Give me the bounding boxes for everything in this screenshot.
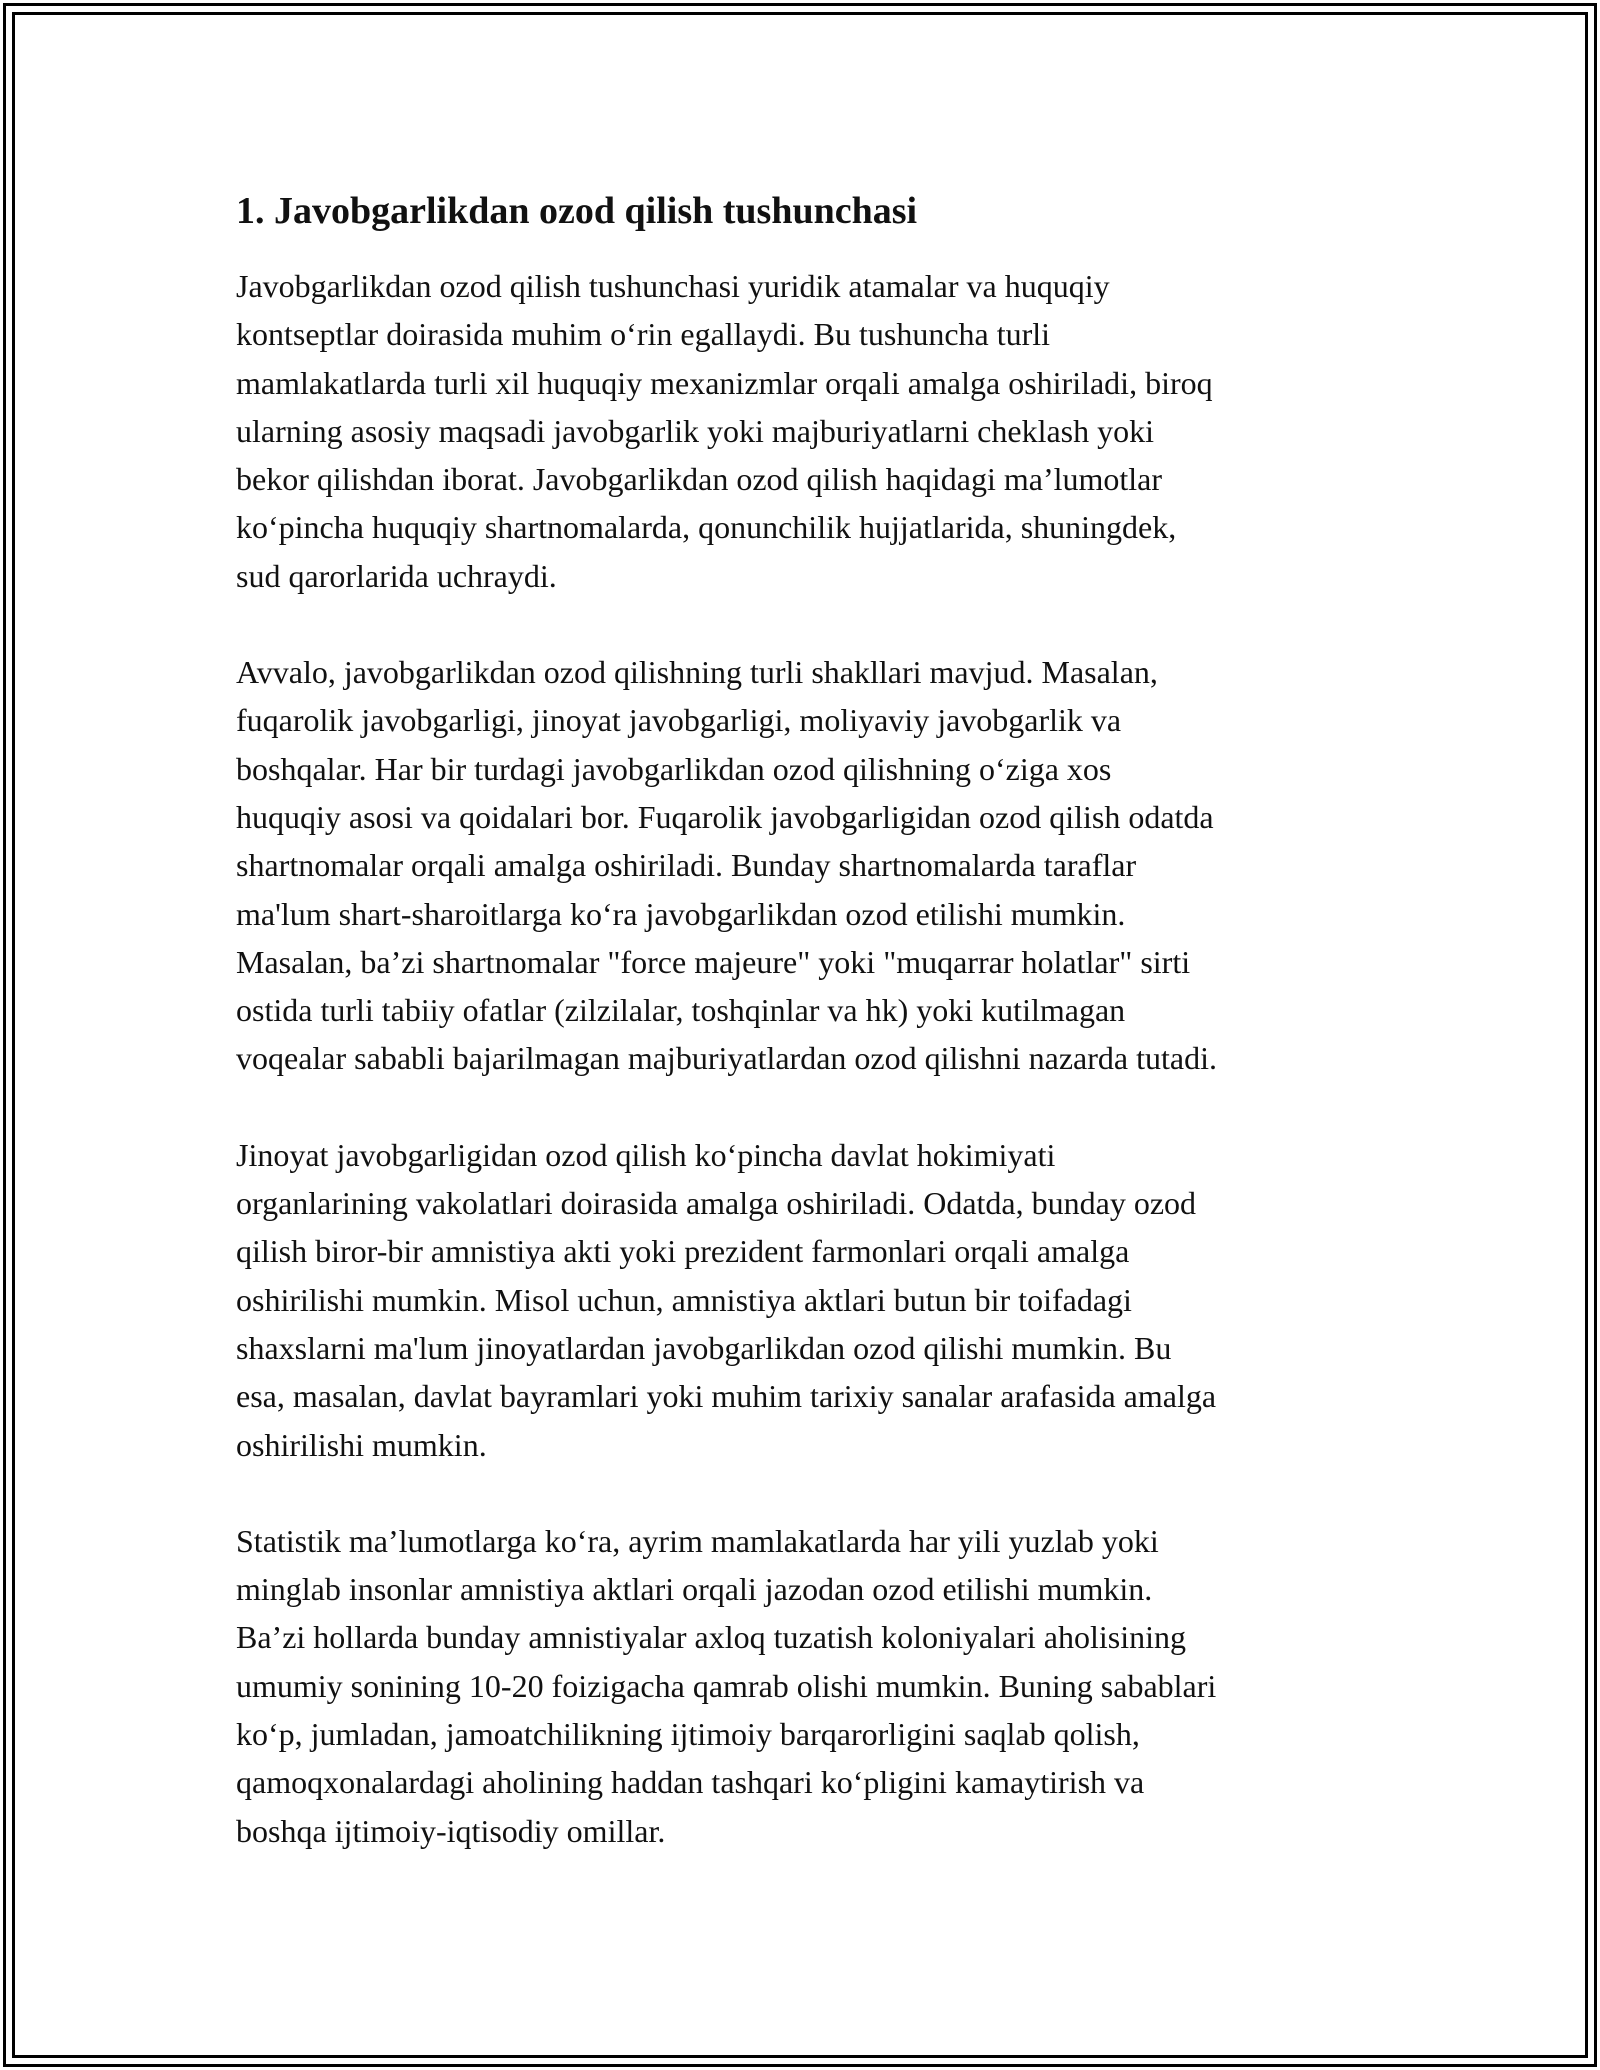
document-body: [236, 186, 1366, 1903]
paragraph-4: Statistik ma’lumotlarga ko‘ra, ayrim mamlakatlarda har yili yuzlab yoki minglab insonlar amnistiya aktlari orqali jazodan ozod etilishi mumkin. Ba’zi hollarda bunday amnistiyalar axloq tuzatish koloniyalari aholisining umumiy sonining 10-20 foizigacha qamrab olishi mumkin. Buning sabablari ko‘p, jumladan, jamoatchilikning ijtimoiy barqarorligini saqlab qolish, qamoqxonalardagi aholining haddan tashqari ko‘pligini kamaytirish va boshqa ijtimoiy-iqtisodiy omillar.: [236, 1522, 1217, 1849]
section-heading: 1. Javobgarlikdan ozod qilish tushunchasi: [236, 190, 918, 232]
paragraph-1: Javobgarlikdan ozod qilish tushunchasi yuridik atamalar va huquqiy kontseptlar doirasida muhim o‘rin egallaydi. Bu tushuncha turli mamlakatlarda turli xil huquqiy mexanizmlar orqali amalga oshiriladi, biroq ularning asosiy maqsadi javobgarlik yoki majburiyatlarni cheklash yoki bekor qilishdan iborat. Javobgarlikdan ozod qilish haqidagi ma’lumotlar ko‘pincha huquqiy shartnomalarda, qonunchilik hujjatlarida, shuningdek, sud qarorlarida uchraydi.: [236, 268, 1213, 594]
paragraph-2: Avvalo, javobgarlikdan ozod qilishning turli shakllari mavjud. Masalan, fuqarolik javobgarligi, jinoyat javobgarligi, moliyaviy javobgarlik va boshqalar. Har bir turdagi javobgarlikdan ozod qilishning o‘ziga xos huquqiy asosi va qoidalari bor. Fuqarolik javobgarligidan ozod qilish odatda shartnomalar orqali amalga oshiriladi. Bunday shartnomalarda taraflar ma'lum shart-sharoitlarga ko‘ra javobgarlikdan ozod etilishi mumkin. Masalan, ba’zi shartnomalar "force majeure" yoki "muqarrar holatlar" sirti ostida turli tabiiy ofatlar (zilzilalar, toshqinlar va hk) yoki kutilmagan voqealar sababli bajarilmagan majburiyatlardan ozod qilishni nazarda tutadi.: [236, 654, 1217, 1077]
paragraph-3: Jinoyat javobgarligidan ozod qilish ko‘pincha davlat hokimiyati organlarining vakolatlari doirasida amalga oshiriladi. Odatda, bunday ozod qilish biror-bir amnistiya akti yoki prezident farmonlari orqali amalga oshirilishi mumkin. Misol uchun, amnistiya aktlari butun bir toifadagi shaxslarni ma'lum jinoyatlardan javobgarlikdan ozod qilishi mumkin. Bu esa, masalan, davlat bayramlari yoki muhim tarixiy sanalar arafasida amalga oshirilishi mumkin.: [236, 1136, 1217, 1463]
